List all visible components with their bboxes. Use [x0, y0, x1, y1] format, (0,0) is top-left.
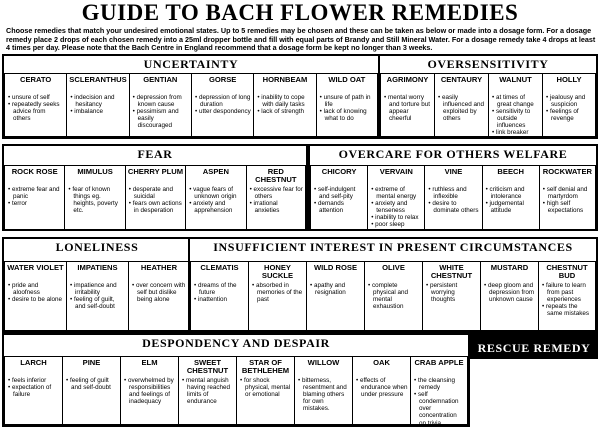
remedy-symptom: • feels inferior	[8, 377, 47, 384]
remedy-name: ROCKWATER	[542, 167, 592, 176]
remedy-symptom: • desire to be alone	[8, 296, 63, 304]
remedy-symptom: • pessimism and easily discouraged	[132, 108, 179, 130]
section-overcare-for-others-welfare	[308, 144, 598, 231]
remedy-symptom: • anxiety and apprehension	[189, 200, 233, 215]
remedy-scleranthus	[66, 73, 129, 137]
remedy-name: WILD ROSE	[313, 263, 358, 272]
remedy-symptom: • extreme fear and panic	[8, 186, 60, 201]
remedy-wild-rose	[306, 261, 365, 331]
remedy-symptom: • absorbed in memories of the past	[252, 282, 303, 304]
section-loneliness	[2, 237, 192, 333]
section-title: FEAR	[137, 147, 173, 161]
remedy-name: CRAB APPLE	[414, 358, 464, 367]
remedy-description	[307, 281, 364, 296]
remedy-name: CLEMATIS	[200, 263, 239, 272]
remedy-description	[65, 185, 124, 214]
remedy-vervain	[367, 165, 425, 231]
remedy-name: ASPEN	[202, 167, 229, 176]
remedy-cerato	[4, 73, 67, 137]
section-uncertainty	[2, 54, 380, 139]
remedy-symptom: • the cleansing remedy	[414, 377, 456, 392]
remedy-description	[483, 185, 539, 214]
remedy-name: CHERRY PLUM	[127, 167, 184, 176]
remedy-white-chestnut	[422, 261, 481, 331]
remedy-name: CHICORY	[321, 167, 357, 176]
remedy-description	[353, 376, 410, 398]
section-title: OVERSENSITIVITY	[427, 57, 549, 71]
remedy-description	[129, 281, 189, 303]
section-despondency-and-despair	[2, 333, 470, 427]
remedy-aspen	[185, 165, 246, 231]
remedy-description	[543, 93, 595, 122]
remedy-symptom: • self-indulgent and self-pity	[314, 186, 356, 201]
remedy-symptom: • fear of known things eg. heights, poverty etc.	[68, 186, 118, 215]
remedy-symptom: • self denial and martyrdom	[542, 186, 588, 201]
remedy-description	[368, 185, 424, 229]
remedy-symptom: • imbalance	[70, 108, 103, 116]
remedy-walnut	[488, 73, 543, 137]
remedy-symptom: • pride and aloofness	[8, 282, 40, 297]
remedy-symptom: • anxiety and tenseness	[371, 200, 408, 215]
remedy-gorse	[191, 73, 254, 137]
remedy-description	[317, 93, 377, 122]
remedy-name: MIMULUS	[77, 167, 113, 176]
remedy-sweet-chestnut	[178, 356, 237, 425]
remedy-symptom: • inability to relax	[371, 214, 419, 222]
section-fear	[2, 144, 308, 231]
remedy-name: GENTIAN	[143, 75, 178, 84]
remedy-description	[311, 185, 367, 214]
remedy-gentian	[129, 73, 192, 137]
remedy-name: CERATO	[19, 75, 52, 84]
remedy-symptom: • inability to cope with daily tasks	[257, 94, 305, 109]
remedy-willow	[294, 356, 353, 425]
remedy-symptom: • high self expectations	[542, 200, 584, 215]
remedy-name: ROCK ROSE	[11, 167, 58, 176]
remedy-honey-suckle	[248, 261, 307, 331]
remedy-description	[254, 93, 315, 115]
remedy-symptom: • inattention	[194, 296, 228, 304]
remedy-symptom: • repeats the same mistakes	[542, 303, 589, 318]
remedy-name: SWEET CHESTNUT	[186, 358, 229, 375]
remedy-symptom: • jealousy and suspicion	[546, 94, 586, 109]
remedy-chicory	[310, 165, 368, 231]
remedy-description	[5, 376, 62, 398]
section-oversensitivity	[378, 54, 598, 139]
remedy-name: BEECH	[497, 167, 524, 176]
remedy-name: CENTAURY	[440, 75, 483, 84]
remedy-description	[186, 185, 245, 214]
section-title: INSUFFICIENT INTEREST IN PRESENT CIRCUMSTANCES	[213, 240, 573, 254]
remedy-name: OLIVE	[382, 263, 405, 272]
section-title: RESCUE REMEDY	[472, 335, 596, 357]
remedy-symptom: • vague fears of unknown origin	[189, 186, 237, 201]
remedy-name: WILD OAT	[328, 75, 366, 84]
remedy-description	[435, 93, 488, 122]
remedy-centaury	[434, 73, 489, 137]
section-title: OVERCARE FOR OTHERS WELFARE	[338, 147, 568, 161]
remedy-agrimony	[380, 73, 435, 137]
remedy-symptom: • sensitivity to outside influences	[492, 108, 531, 130]
remedy-description	[192, 93, 253, 115]
remedy-name: HOLLY	[556, 75, 582, 84]
remedy-cherry-plum	[125, 165, 186, 231]
remedy-symptom: • for shock physical, mental or emotional	[240, 377, 291, 399]
remedy-vine	[424, 165, 482, 231]
remedy-symptom: • link breaker	[492, 129, 529, 137]
remedy-mimulus	[64, 165, 125, 231]
remedy-pine	[62, 356, 121, 425]
section-title: DESPONDENCY AND DESPAIR	[142, 336, 330, 350]
remedy-description	[365, 281, 422, 310]
remedy-description	[130, 93, 191, 129]
remedy-larch	[4, 356, 63, 425]
remedy-symptom: • unsure of path in life	[319, 94, 371, 109]
remedy-symptom: • overwhelmed by responsibilities and feelings of inadequacy	[124, 377, 174, 406]
remedy-description	[67, 93, 128, 115]
remedy-name: MUSTARD	[490, 263, 529, 272]
remedy-name: AGRIMONY	[386, 75, 429, 84]
remedy-symptom: • lack of strength	[257, 108, 304, 116]
remedy-symptom: • desire to dominate others	[428, 200, 479, 215]
remedy-wild-oat	[316, 73, 378, 137]
remedy-rock-rose	[4, 165, 65, 231]
remedy-symptom: • criticism and intolerance	[485, 186, 525, 201]
remedy-symptom: • repeatedly seeks advice from others	[8, 101, 60, 123]
remedy-description	[539, 281, 595, 317]
remedy-name: WALNUT	[499, 75, 532, 84]
remedy-clematis	[190, 261, 249, 331]
remedy-beech	[482, 165, 540, 231]
remedy-symptom: • feeling of guilt and self-doubt	[66, 377, 111, 392]
remedy-description	[121, 376, 178, 405]
remedy-name: VERVAIN	[379, 167, 413, 176]
remedy-symptom: • failure to learn from past experiences	[542, 282, 586, 304]
remedy-symptom: • impatience and irritability	[70, 282, 117, 297]
remedy-holly	[542, 73, 596, 137]
remedy-description	[63, 376, 120, 391]
section-insufficient-interest-in-present-circumstances	[188, 237, 598, 333]
remedy-symptom: • self condemnation over concentration on trivia.	[414, 391, 459, 425]
remedy-symptom: • expectation of failure	[8, 384, 52, 399]
remedy-symptom: • feelings of revenge	[546, 108, 579, 123]
intro-text: Choose remedies that match your undesired emotional states. Up to 5 remedies may be chosen and these can be taken as below or made into a dosage form. For a dosage remedy place 2 drops of each chosen remedy into a 25ml dropper bottle and fill with equal parts of Brandy and Still Mineral Water. For a dosage remedy take 4 drops at least 4 times per day. Please note that the Bach Centre in England recommend that a dosage form be kept no longer than 3 weeks.	[6, 26, 596, 53]
remedy-name: SCLERANTHUS	[69, 75, 127, 84]
remedy-symptom: • bitterness, resentment and blaming others for own mistakes.	[298, 377, 347, 413]
remedy-description	[411, 376, 467, 425]
remedy-symptom: • depression of long duration	[195, 94, 251, 109]
remedy-name: WILLOW	[307, 358, 340, 367]
remedy-description	[5, 93, 66, 122]
remedy-symptom: • mental worry and torture but appear cheerful	[384, 94, 430, 123]
remedy-description	[5, 281, 66, 303]
remedy-name: HONEY SUCKLE	[261, 263, 294, 280]
remedy-description	[481, 281, 538, 303]
remedy-symptom: • ruthless and inflexible	[428, 186, 467, 201]
page-title: GUIDE TO BACH FLOWER REMEDIES	[81, 0, 519, 25]
remedy-symptom: • persistent worrying thoughts	[426, 282, 458, 304]
remedy-rockwater	[539, 165, 596, 231]
remedy-symptom: • effects of endurance when under pressure	[356, 377, 408, 399]
remedy-symptom: • at times of great change	[492, 94, 534, 109]
remedy-description	[295, 376, 352, 412]
remedy-symptom: • depression from known cause	[132, 94, 182, 109]
remedy-name: CHESTNUT BUD	[546, 263, 588, 280]
remedy-impatiens	[66, 261, 129, 331]
remedy-hornbeam	[253, 73, 316, 137]
remedy-symptom: • indecision and hesitancy	[70, 94, 115, 109]
remedy-name: LARCH	[20, 358, 47, 367]
remedy-chestnut-bud	[538, 261, 596, 331]
remedy-symptom: • unsure of self	[8, 94, 50, 101]
remedy-symptom: • mental anguish having reached limits of endurance	[182, 377, 231, 406]
remedy-description	[489, 93, 542, 137]
remedy-name: ELM	[141, 358, 158, 367]
remedy-name: STAR OF BETHLEHEM	[241, 358, 290, 375]
remedy-symptom: • apathy and resignation	[310, 282, 346, 297]
remedy-oak	[352, 356, 411, 425]
remedy-symptom: • dreams of the future	[194, 282, 237, 297]
remedy-description	[179, 376, 236, 405]
section-title: LONELINESS	[55, 240, 139, 254]
section-title: UNCERTAINTY	[143, 57, 239, 71]
remedy-symptom: • excessive fear for others	[249, 186, 303, 201]
remedy-symptom: • extreme of mental energy	[371, 186, 417, 201]
remedy-crab-apple	[410, 356, 468, 425]
remedy-description	[423, 281, 480, 303]
remedy-symptom: • lack of knowing what to do	[319, 108, 367, 123]
remedy-name: HORNBEAM	[262, 75, 308, 84]
remedy-name: WHITE CHESTNUT	[430, 263, 473, 280]
remedy-description	[67, 281, 128, 310]
remedy-description	[5, 185, 64, 207]
remedy-name: VINE	[444, 167, 463, 176]
remedy-symptom: • over concern with self but dislike being alone	[132, 282, 186, 304]
remedy-description	[381, 93, 434, 122]
remedy-description	[191, 281, 248, 303]
section-rescue-remedy	[470, 333, 598, 359]
remedy-heather	[128, 261, 190, 331]
remedy-symptom: • judgemental attitude	[485, 200, 524, 215]
remedy-symptom: • feeling of guilt, and self-doubt	[70, 296, 115, 311]
remedy-symptom: • easily influenced and exploited by others	[438, 94, 484, 123]
remedy-name: PINE	[82, 358, 101, 367]
remedy-name: OAK	[373, 358, 390, 367]
remedy-name: IMPATIENS	[77, 263, 118, 272]
remedy-description	[126, 185, 185, 214]
remedy-water-violet	[4, 261, 67, 331]
remedy-red-chestnut	[246, 165, 306, 231]
remedy-elm	[120, 356, 179, 425]
remedy-description	[237, 376, 294, 398]
remedy-name: RED CHESTNUT	[255, 167, 297, 184]
remedy-name: WATER VIOLET	[7, 263, 64, 272]
remedy-symptom: • demands attention	[314, 200, 344, 215]
remedy-symptom: • poor sleep	[371, 221, 405, 229]
remedy-name: HEATHER	[140, 263, 178, 272]
remedy-symptom: • deep gloom and depression from unknown cause	[484, 282, 535, 304]
remedy-symptom: • complete physical and mental exhaustion	[368, 282, 409, 311]
remedy-symptom: • fears own actions in desperation	[128, 200, 182, 215]
remedy-symptom: • terror	[8, 200, 27, 208]
remedy-mustard	[480, 261, 539, 331]
remedy-symptom: • utter despondency	[195, 108, 251, 116]
remedy-olive	[364, 261, 423, 331]
remedy-description	[249, 281, 306, 303]
remedy-star-of-bethlehem	[236, 356, 295, 425]
remedy-description	[425, 185, 481, 214]
remedy-description	[540, 185, 595, 214]
remedy-description	[247, 185, 305, 214]
remedy-name: GORSE	[208, 75, 237, 84]
remedy-symptom: • irrational anxieties	[249, 200, 280, 215]
remedy-symptom: • desperate and suicidal	[128, 186, 174, 201]
